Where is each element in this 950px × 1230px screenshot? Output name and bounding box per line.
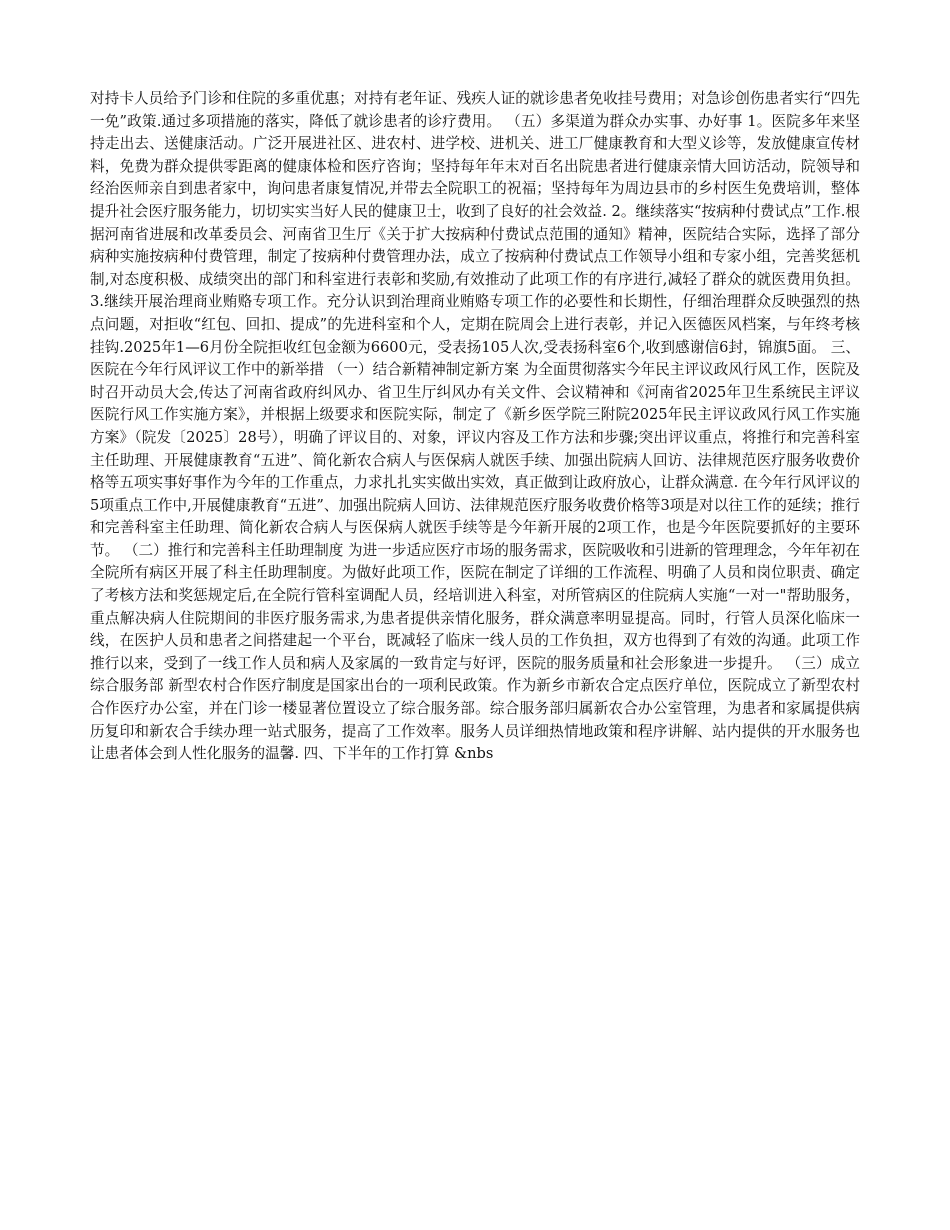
body-paragraph: 对持卡人员给予门诊和住院的多重优惠；对持有老年证、残疾人证的就诊患者免收挂号费用；对急诊创伤患者实行“四先一免”政策.通过多项措施的落实，降低了就诊患者的诊疗费用。 （五）多渠道为群众办实事、办好事 1。医院多年来坚持走出去、送健康活动。广泛开展进社区、进农村、进学校、进机关、进工厂健康教育和大型义诊等，发放健康宣传材料，免费为群众提供零距离的健康体检和医疗咨询；坚持每年年末对百名出院患者进行健康亲情大回访活动，院领导和经治医师亲自到患者家中，询问患者康复情况,并带去全院职工的祝福；坚持每年为周边县市的乡村医生免费培训，整体提升社会医疗服务能力，切切实实当好人民的健康卫士，收到了良好的社会效益. 2。继续落实“按病种付费试点”工作.根据河南省进展和改革委员会、河南省卫生厅《关于扩大按病种付费试点范围的通知》精神，医院结合实际，选择了部分病种实施按病种付费管理，制定了按病种付费管理办法，成立了按病种付费试点工作领导小组和专家小组，完善奖惩机制,对态度积极、成绩突出的部门和科室进行表彰和奖励,有效推动了此项工作的有序进行,减轻了群众的就医费用负担。 3.继续开展治理商业贿赂专项工作。充分认识到治理商业贿赂专项工作的必要性和长期性，仔细治理群众反映强烈的热点问题，对拒收“红包、回扣、提成”的先进科室和个人，定期在院周会上进行表彰，并记入医德医风档案，与年终考核挂钩.2025年1—6月份全院拒收红包金额为6600元，受表扬105人次,受表扬科室6个,收到感谢信6封，锦旗5面。 三、医院在今年行风评议工作中的新举措 （一）结合新精神制定新方案 为全面贯彻落实今年民主评议政风行风工作，医院及时召开动员大会,传达了河南省政府纠风办、省卫生厅纠风办有关文件、会议精神和《河南省2025年卫生系统民主评议医院行风工作实施方案》，并根据上级要求和医院实际，制定了《新乡医学院三附院2025年民主评议政风行风工作实施方案》（院发〔2025〕28号），明确了评议目的、对象，评议内容及工作方法和步骤;突出评议重点，将推行和完善科室主任助理、开展健康教育“五进”、简化新农合病人与医保病人就医手续、加强出院病人回访、法律规范医疗服务收费价格等五项实事好事作为今年的工作重点，力求扎扎实实做出实效，真正做到让政府放心，让群众满意. 在今年行风评议的5项重点工作中,开展健康教育“五进”、加强出院病人回访、法律规范医疗服务收费价格等3项是对以往工作的延续；推行和完善科室主任助理、简化新农合病人与医保病人就医手续等是今年新开展的2项工作，也是今年医院要抓好的主要环节。 （二）推行和完善科主任助理制度 为进一步适应医疗市场的服务需求，医院吸收和引进新的管理理念，今年年初在全院所有病区开展了科主任助理制度。为做好此项工作，医院在制定了详细的工作流程、明确了人员和岗位职责、确定了考核方法和奖惩规定后,在全院行管科室调配人员，经培训进入科室，对所管病区的住院病人实施“一对一"帮助服务，重点解决病人住院期间的非医疗服务需求,为患者提供亲情化服务，群众满意率明显提高。同时，行管人员深化临床一线，在医护人员和患者之间搭建起一个平台，既减轻了临床一线人员的工作负担，双方也得到了有效的沟通。此项工作推行以来，受到了一线工作人员和病人及家属的一致肯定与好评，医院的服务质量和社会形象进一步提升。 （三）成立综合服务部 新型农村合作医疗制度是国家出台的一项利民政策。作为新乡市新农合定点医疗单位，医院成立了新型农村合作医疗办公室，并在门诊一楼显著位置设立了综合服务部。综合服务部归属新农合办公室管理，为患者和家属提供病历复印和新农合手续办理一站式服务，提高了工作效率。服务人员详细热情地政策和程序讲解、站内提供的开水服务也让患者体会到人性化服务的温馨. 四、下半年的工作打算 &nbs <box>90 90 860 763</box>
document-page <box>90 88 860 766</box>
